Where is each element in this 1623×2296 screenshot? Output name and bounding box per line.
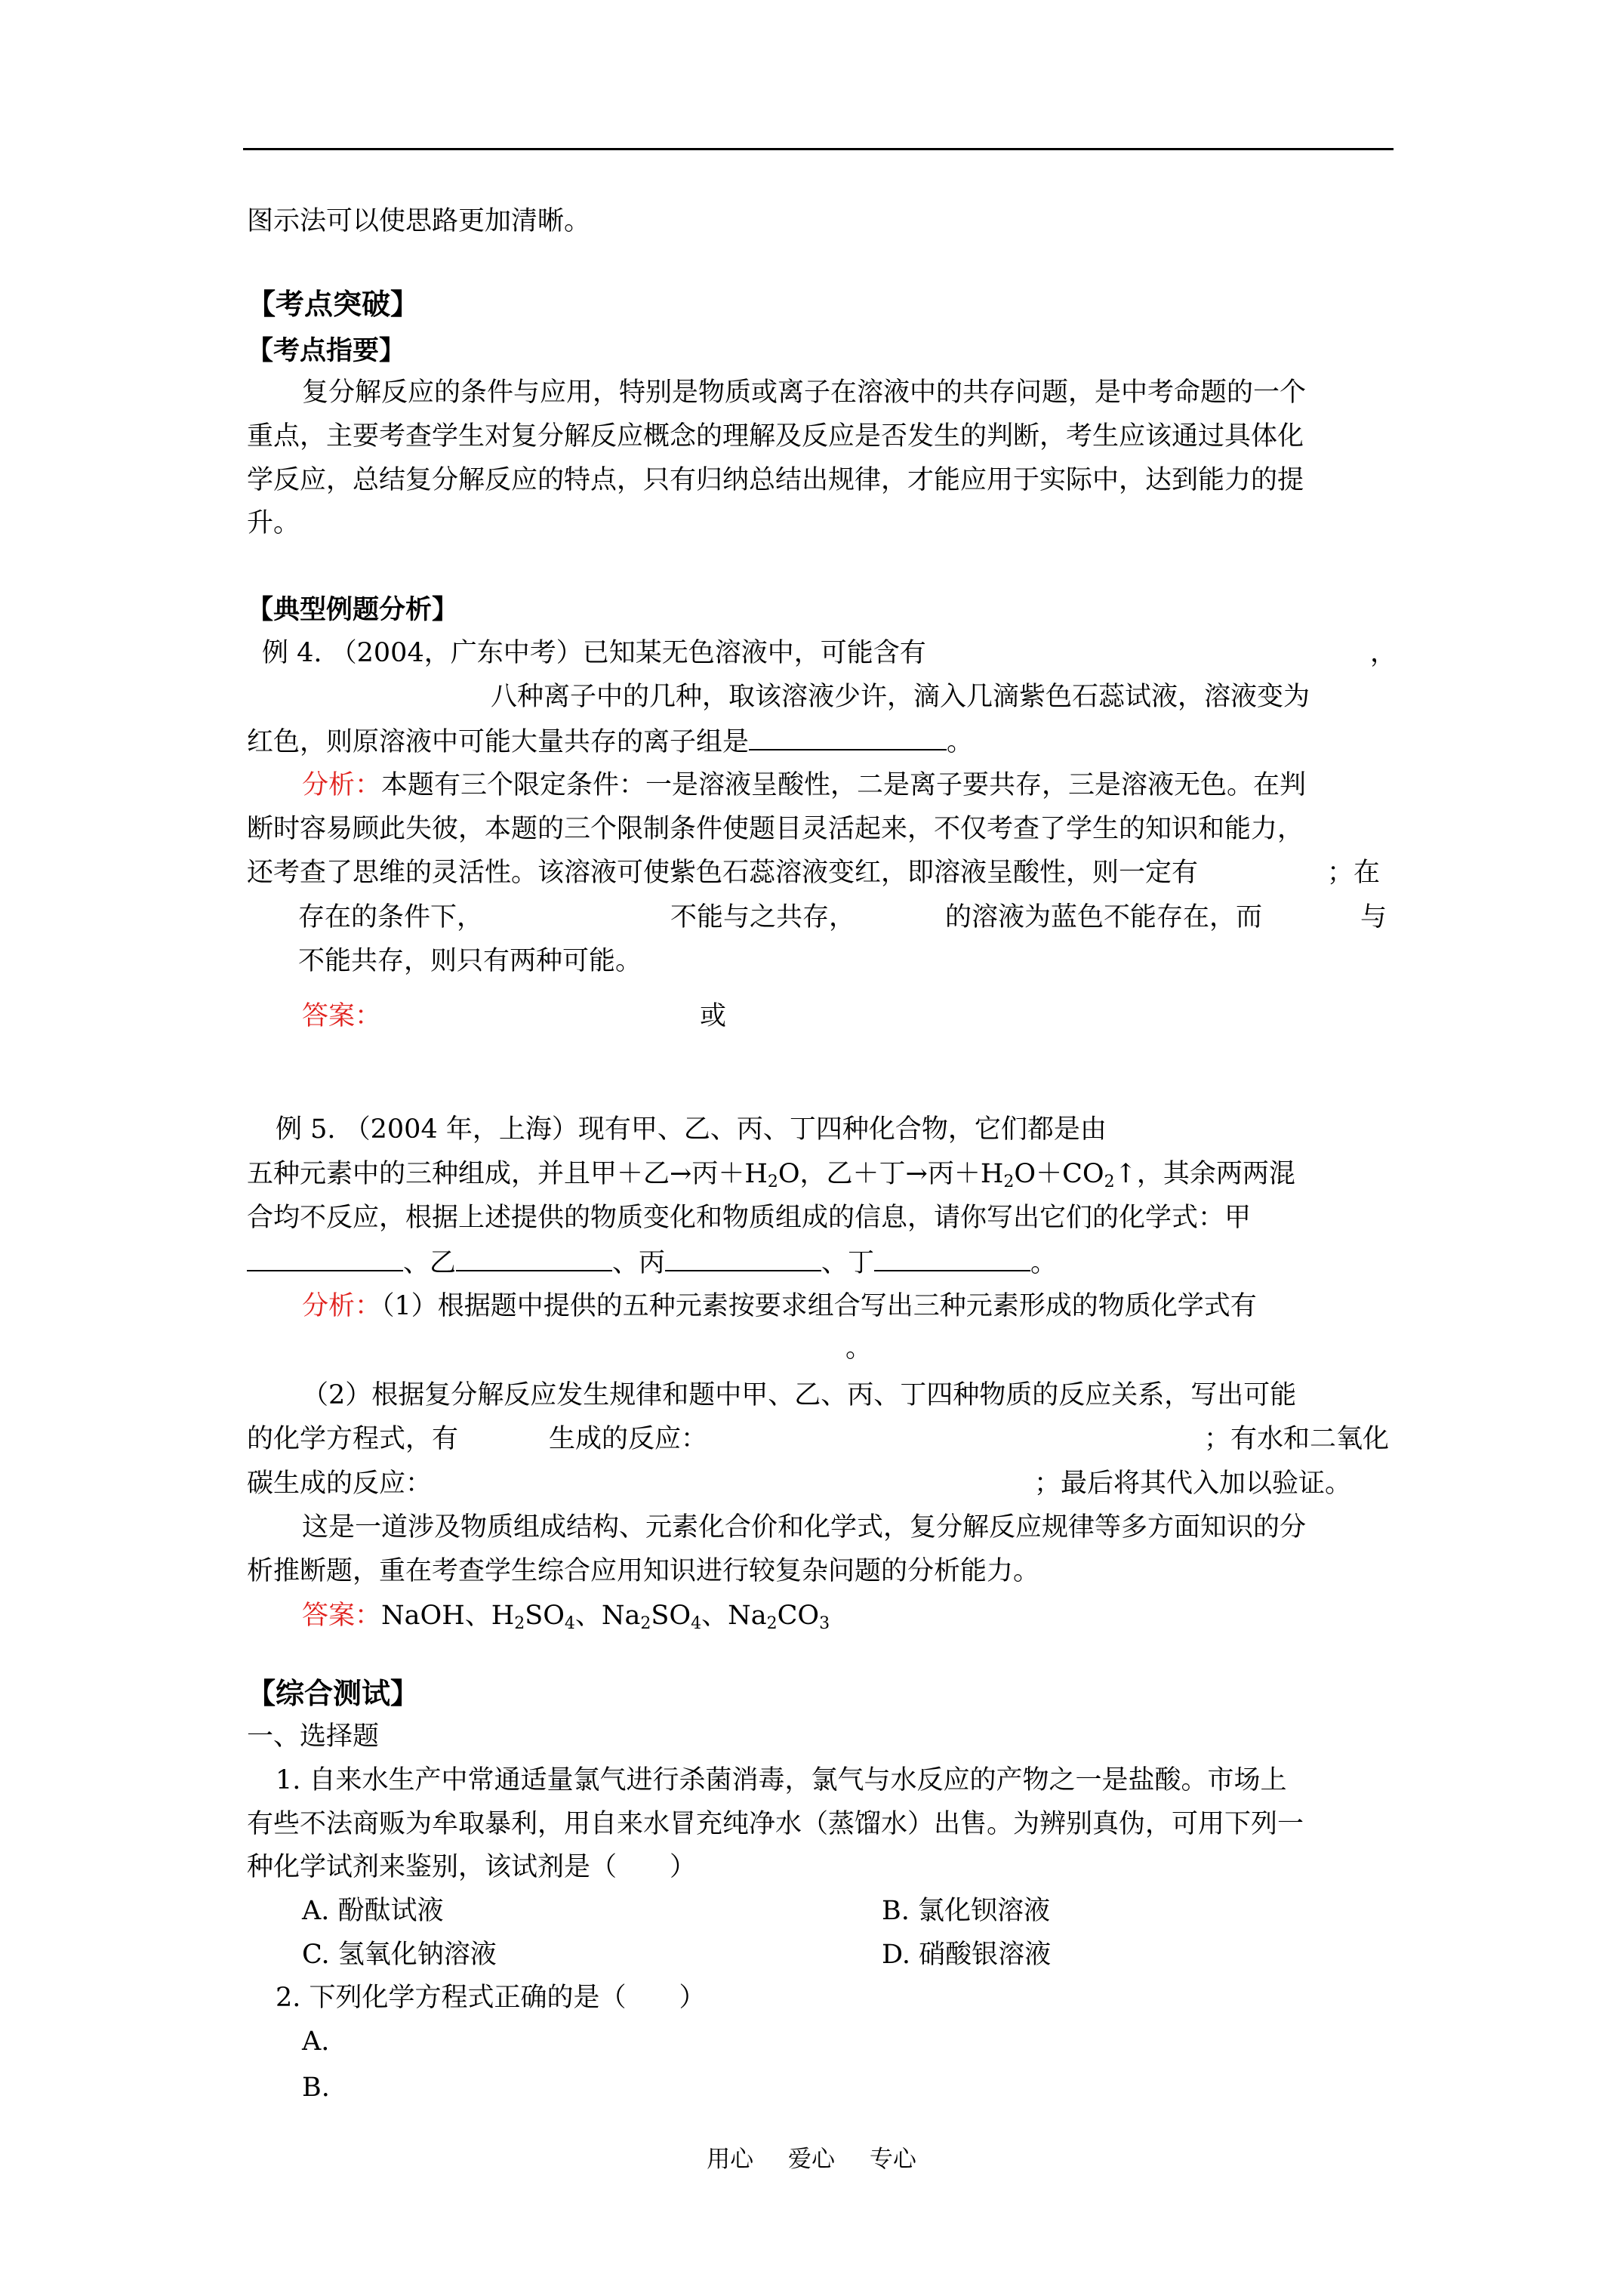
paragraph-line: 学反应，总结复分解反应的特点，只有归纳总结出规律，才能应用于实际中，达到能力的提 (247, 465, 1304, 495)
analysis-label: 分析： (302, 770, 382, 800)
question1-option-b: B. 氯化钡溶液 (882, 1896, 1050, 1926)
example5-summary-line2: 析推断题，重在考查学生综合应用知识进行较复杂问题的分析能力。 (247, 1556, 1040, 1586)
analysis-label: 分析： (302, 1291, 382, 1321)
example4-line3: 红色，则原溶液中可能大量共存的离子组是 。 (247, 723, 973, 760)
question1-option-c: C. 氢氧化钠溶液 (302, 1940, 497, 1970)
example4-analysis-line5: 不能共存，则只有两种可能。 (298, 946, 642, 976)
example4-line2: 八种离子中的几种，取该溶液少许，滴入几滴紫色石蕊试液，溶液变为 (491, 682, 1310, 712)
test-part1-title: 一、选择题 (247, 1721, 380, 1752)
example5-analysis-2-line3a: 碳生成的反应： (247, 1469, 433, 1499)
question1-line1: 1. 自来水生产中常通适量氯气进行杀菌消毒，氯气与水反应的产物之一是盐酸。市场上 (276, 1765, 1287, 1795)
example4-analysis-line4b: 不能与之共存， (670, 902, 856, 932)
question2-line1: 2. 下列化学方程式正确的是（ ） (276, 1983, 706, 2013)
answer-blank-yi (456, 1244, 612, 1271)
example4-analysis-line4d: 与 (1360, 902, 1387, 932)
example4-line1: 例 4. （2004，广东中考）已知某无色溶液中，可能含有 (262, 638, 926, 668)
paragraph-line: 复分解反应的条件与应用，特别是物质或离子在溶液中的共存问题，是中考命题的一个 (302, 378, 1307, 408)
question1-line2: 有些不法商贩为牟取暴利，用自来水冒充纯净水（蒸馏水）出售。为辨别真伪，可用下列一 (247, 1809, 1304, 1839)
example4-analysis-line4a: 存在的条件下， (298, 902, 484, 932)
footer-word: 专心 (869, 2146, 916, 2173)
example4-answer-or: 或 (700, 1001, 727, 1031)
section-title-test: 【综合测试】 (247, 1676, 420, 1710)
example4-line1-end: ， (1370, 638, 1397, 668)
example5-summary-line1: 这是一道涉及物质组成结构、元素化合价和化学式，复分解反应规律等多方面知识的分 (302, 1512, 1307, 1542)
paragraph-line: 重点，主要考查学生对复分解反应概念的理解及反应是否发生的判断，考生应该通过具体化 (247, 421, 1304, 451)
example5-analysis-2-line1: （2）根据复分解反应发生规律和题中甲、乙、丙、丁四种物质的反应关系，写出可能 (302, 1380, 1297, 1410)
example4-analysis-line2: 断时容易顾此失彼，本题的三个限制条件使题目灵活起来，不仅考查了学生的知识和能力， (247, 814, 1304, 844)
question1-line3: 种化学试剂来鉴别，该试剂是（ ） (247, 1852, 697, 1882)
section-subtitle-key-points: 【考点指要】 (247, 335, 406, 366)
answer-blank-ding (874, 1244, 1030, 1271)
example4-analysis-line3: 还考查了思维的灵活性。该溶液可使紫色石蕊溶液变红，即溶液呈酸性，则一定有 (247, 858, 1199, 888)
answer-blank-jia (247, 1244, 403, 1271)
example5-line4: 、乙 、丙 、丁 。 (247, 1244, 1057, 1281)
paragraph-line: 升。 (247, 508, 300, 538)
example5-analysis-2-line2c: ；有水和二氧化 (1204, 1424, 1390, 1454)
example4-analysis-line1: 分析：本题有三个限定条件：一是溶液呈酸性，二是离子要共存，三是溶液无色。在判 (302, 770, 1307, 800)
question1-option-a: A. 酚酞试液 (302, 1896, 444, 1926)
section-title-breakthrough: 【考点突破】 (247, 287, 420, 321)
footer-word: 用心 (707, 2146, 754, 2173)
question2-option-b: B. (302, 2073, 330, 2103)
example5-analysis-1: 分析：（1）根据题中提供的五种元素按要求组合写出三种元素形成的物质化学式有 (302, 1291, 1257, 1321)
example5-analysis-2-line2b: 生成的反应： (549, 1424, 708, 1454)
footer-word: 爱心 (788, 2146, 835, 2173)
example4-analysis-line3-end: ；在 (1327, 858, 1381, 888)
question2-option-a: A. (302, 2026, 330, 2057)
example4-answer-label: 答案： (302, 1001, 382, 1031)
page-footer (0, 2144, 1623, 2174)
example5-line2: 五种元素中的三种组成，并且甲＋乙→丙$+H_2O$，乙＋丁→丙$+H_2O+CO_2↑$，其余两两混 (247, 1159, 1295, 1191)
answer-label: 答案： (302, 1601, 382, 1631)
example4-analysis-line4c: 的溶液为蓝色不能存在，而 (945, 902, 1263, 932)
example5-analysis-2-line3b: ；最后将其代入加以验证。 (1034, 1469, 1352, 1499)
answer-blank-bing (665, 1244, 821, 1271)
intro-line: 图示法可以使思路更加清晰。 (247, 206, 591, 236)
example5-analysis-1-end: 。 (845, 1333, 873, 1364)
example5-answer: 答案：NaOH、$H_2SO_4$、$Na_2SO_4$、$Na_2CO_3$ (302, 1601, 830, 1633)
header-rule (243, 148, 1394, 150)
answer-blank (749, 723, 947, 750)
section-title-examples: 【典型例题分析】 (247, 594, 459, 625)
example5-line3: 合均不反应，根据上述提供的物质变化和物质组成的信息，请你写出它们的化学式：甲 (247, 1203, 1252, 1233)
question1-option-d: D. 硝酸银溶液 (882, 1940, 1052, 1970)
example5-line1: 例 5. （2004 年，上海）现有甲、乙、丙、丁四种化合物，它们都是由 (276, 1114, 1107, 1145)
example5-analysis-2-line2a: 的化学方程式，有 (247, 1424, 459, 1454)
